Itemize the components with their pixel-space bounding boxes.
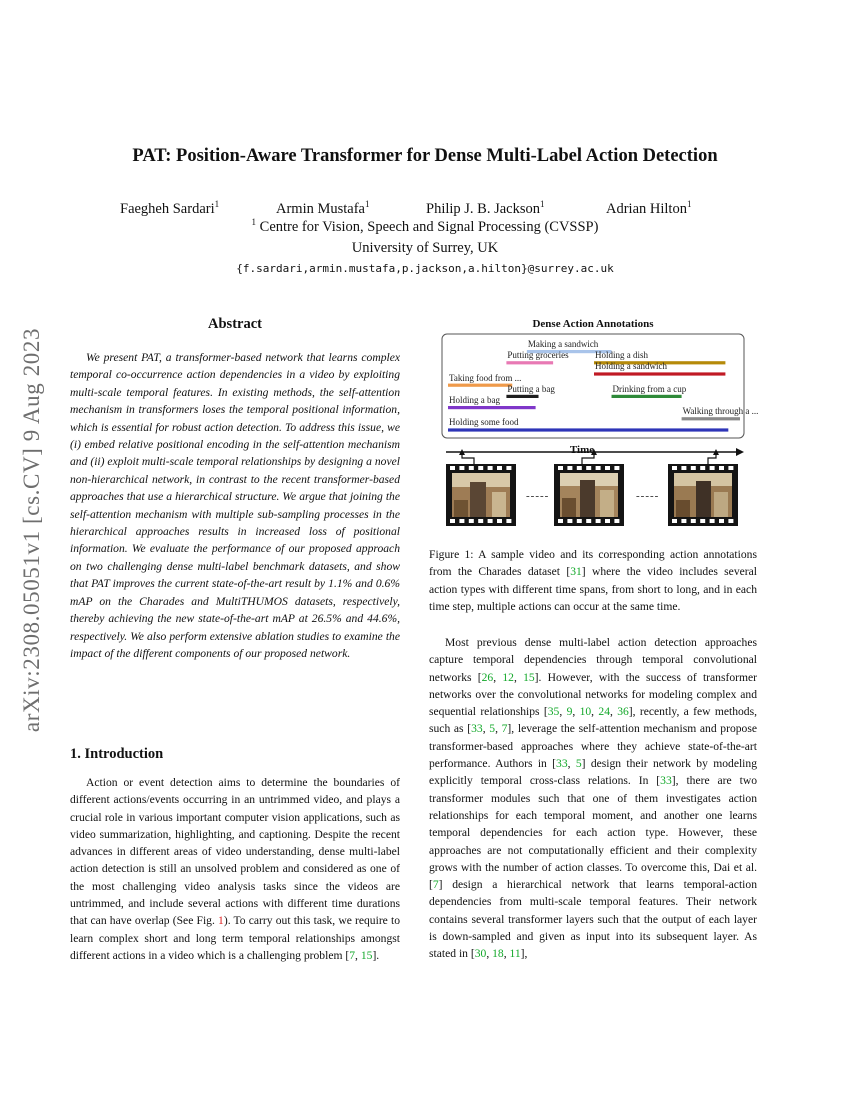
video-frame-3 xyxy=(668,464,738,526)
text-run: , xyxy=(355,948,361,962)
citation-link[interactable]: 24 xyxy=(598,705,610,719)
sprocket-hole xyxy=(691,466,696,470)
citation-link[interactable]: 33 xyxy=(660,774,672,788)
citation-link[interactable]: 30 xyxy=(474,947,487,961)
figure-1 xyxy=(440,312,759,532)
text-run: ], leverage the self-attention mechanism and propose transformer-based approaches where they achieve state-of-the-art performance. Authors in [ xyxy=(429,722,757,771)
text-run: , xyxy=(591,705,599,719)
author-affiliation-mark: 1 xyxy=(365,199,370,210)
sprocket-hole xyxy=(488,466,493,470)
sprocket-hole xyxy=(700,466,705,470)
sprocket-hole xyxy=(577,466,582,470)
citation-link[interactable]: 5 xyxy=(575,757,582,771)
action-bar xyxy=(506,361,553,364)
text-run: , xyxy=(486,947,493,961)
action-label: Putting groceries xyxy=(507,350,569,361)
abstract-text: We present PAT, a transformer-based network that learns complex temporal co-occurrence action dependencies in a video by exploiting multi-scale temporal features. In existing methods, the self-attention mechanism in transformers loses the temporal positional information, which is essential for robust action detection. To address this issue, we (i) embed relative positional encoding in the self-attention mechanism and (ii) exploit multi-scale temporal relationships by designing a novel non-hierarchical network, in contrast to the recent transformer-based approaches that use a hierarchical structure. We argue that joining the self-attention mechanism with multiple sub-sampling processes in the hierarchical approaches results in increased loss of positional information. We evaluate the performance of our proposed approach on two challenging dense multi-label benchmark datasets, and show that PAT improves the current state-of-the-art result by 1.1% and 0.6% mAP on the Charades and MultiTHUMOS datasets, respectively, thereby achieving the new state-of-the-art mAP at 26.5% and 44.6%, respectively. We also perform extensive ablation studies to examine the impact of the different components of our proposed network. xyxy=(70,351,400,660)
action-label: Making a sandwich xyxy=(527,339,599,349)
action-bar xyxy=(448,406,536,409)
author-list xyxy=(0,201,850,221)
sprocket-hole xyxy=(700,519,705,523)
sprocket-hole xyxy=(558,519,563,523)
time-label: Time xyxy=(569,444,595,456)
text-run: ] design their network by modeling explicitly temporal cross-class relations. In [ xyxy=(429,757,757,788)
paper-title: PAT: Position-Aware Transformer for Dense Multi-Label Action Detection xyxy=(132,146,718,166)
sprocket-hole xyxy=(497,519,502,523)
citation-link[interactable]: 12 xyxy=(502,670,514,684)
action-bar xyxy=(682,417,740,420)
video-frame-2 xyxy=(554,464,624,526)
sprocket-hole xyxy=(586,466,591,470)
sprocket-hole xyxy=(450,466,455,470)
citation-link[interactable]: 9 xyxy=(566,705,573,719)
citation-link[interactable]: 18 xyxy=(492,947,504,961)
author-affiliation-mark: 1 xyxy=(540,199,545,210)
author-name: Armin Mustafa xyxy=(276,201,365,217)
text-run: Action or event detection aims to determine the boundaries of different actions/events occurring in an untrimmed video, and plays a crucial role in various important computer vision applications, such as video summarization, highlighting, and captioning. Despite the recent advances in different areas of video understanding, dense multi-label action detection is still an unsolved problem and considered as one of the most challenging video analysis tasks since the videos are untrimmed, and include several actions with different time durations that can have overlap (See Fig. xyxy=(70,776,400,928)
sprocket-hole xyxy=(506,519,511,523)
sprocket-hole xyxy=(450,519,455,523)
figure-1-caption xyxy=(429,546,757,615)
sprocket-hole xyxy=(596,466,601,470)
citation-link[interactable]: 15 xyxy=(360,948,373,962)
frame-gap-dashes: ----- xyxy=(636,490,660,502)
citation-link[interactable]: 15 xyxy=(523,670,535,684)
author xyxy=(120,201,219,218)
action-bar xyxy=(594,372,725,375)
author xyxy=(426,201,545,218)
sprocket-hole xyxy=(567,519,572,523)
caption-text xyxy=(429,546,757,615)
text-run: , xyxy=(495,722,502,736)
citation-link[interactable]: 7 xyxy=(349,948,356,962)
action-label: Holding a dish xyxy=(595,350,648,361)
action-label: Drinking from a cup xyxy=(612,383,687,394)
text-run: , xyxy=(567,757,576,771)
action-label: Walking through a ... xyxy=(682,406,759,417)
action-bar xyxy=(612,395,682,398)
figure-ref-link[interactable]: 1 xyxy=(218,914,224,928)
text-run: Figure 1: A sample video and its corresponding action annotations from the Charades dataset [ xyxy=(429,548,757,579)
action-label: Holding a bag xyxy=(449,395,500,405)
figure-title: Dense Action Annotations xyxy=(532,318,654,330)
citation-link[interactable]: 35 xyxy=(547,705,560,719)
author-emails[interactable]: {f.sardari,armin.mustafa,p.jackson,a.hilton}@surrey.ac.uk xyxy=(236,262,614,275)
frame-gap-dashes: ----- xyxy=(526,490,550,502)
sprocket-hole xyxy=(605,466,610,470)
introduction-body xyxy=(70,774,400,964)
sprocket-hole xyxy=(719,519,724,523)
text-run: ], there are two transformer modules such that one of them investigates action relationships for each temporal moment, and another one learns temporal dependencies for each action type. However, these approaches are not computationally efficient and their complexity grows with the number of action classes. To overcome this, Dai et al. [ xyxy=(429,774,757,892)
author-name: Adrian Hilton xyxy=(606,201,687,217)
text-run: , xyxy=(482,722,490,736)
sprocket-hole xyxy=(719,466,724,470)
sprocket-hole xyxy=(478,466,483,470)
text-run: , xyxy=(513,670,524,684)
text-run: Most previous dense multi-label action detection approaches capture temporal dependencies through temporal convolutional networks [ xyxy=(429,636,757,684)
sprocket-hole xyxy=(478,519,483,523)
text-run: ], xyxy=(520,947,528,961)
sprocket-hole xyxy=(596,519,601,523)
author-name: Faegheh Sardari xyxy=(120,201,215,217)
sprocket-hole xyxy=(710,519,715,523)
affiliation-university: University of Surrey, UK xyxy=(351,240,499,256)
text-run: , xyxy=(572,705,580,719)
time-axis-arrowhead xyxy=(736,448,744,456)
sprocket-hole xyxy=(605,519,610,523)
sprocket-hole xyxy=(577,519,582,523)
citation-link[interactable]: 33 xyxy=(471,722,483,736)
affiliation xyxy=(0,219,850,236)
action-bar xyxy=(448,428,728,431)
sprocket-hole xyxy=(488,519,493,523)
abstract-heading: Abstract xyxy=(208,316,262,332)
text-run: ]. xyxy=(372,948,380,962)
sprocket-hole xyxy=(614,519,619,523)
action-bar xyxy=(448,384,512,387)
text-run: ] design a hierarchical network that learns temporal-action dependencies from multi-scale temporal features. Their network contains several transformer layers such that the output of each layer is down-sampled and given as input into its subsequent layer. As stated in [ xyxy=(429,878,757,961)
text-run: , xyxy=(609,705,618,719)
text-run: ). To carry out this task, we require to learn complex short and long term temporal relationships amongst different actions in a video which is a challenging problem [ xyxy=(70,914,401,962)
sprocket-hole xyxy=(558,466,563,470)
sprocket-hole xyxy=(469,519,474,523)
author xyxy=(276,201,370,218)
arxiv-identifier: arXiv:2308.05051v1 [cs.CV] 9 Aug 2023 xyxy=(19,327,44,733)
text-run: ], recently, a few methods, such as [ xyxy=(429,705,758,736)
introduction-paragraph xyxy=(70,774,400,964)
section-heading-introduction: 1. Introduction xyxy=(70,746,164,762)
sprocket-hole xyxy=(710,466,715,470)
sprocket-hole xyxy=(672,466,677,470)
sprocket-hole xyxy=(691,519,696,523)
author-name: Philip J. B. Jackson xyxy=(426,201,540,217)
sprocket-hole xyxy=(728,519,733,523)
text-run: , xyxy=(493,670,503,684)
citation-link[interactable]: 10 xyxy=(579,705,592,719)
citation-link[interactable]: 26 xyxy=(481,670,494,684)
author xyxy=(606,201,691,218)
text-run: , xyxy=(503,947,510,961)
author-affiliation-mark: 1 xyxy=(214,199,220,210)
sprocket-hole xyxy=(567,466,572,470)
action-label: Putting a bag xyxy=(507,383,555,394)
author-affiliation-mark: 1 xyxy=(686,199,692,210)
action-bar xyxy=(506,395,538,398)
action-label: Holding a sandwich xyxy=(595,361,667,372)
sprocket-hole xyxy=(469,466,474,470)
sprocket-hole xyxy=(459,519,464,523)
citation-link[interactable]: 7 xyxy=(432,878,439,892)
video-frame-1 xyxy=(446,464,516,526)
citation-link[interactable]: 7 xyxy=(501,722,508,736)
action-label: Holding some food xyxy=(449,417,519,428)
sprocket-hole xyxy=(614,466,619,470)
sprocket-hole xyxy=(681,466,686,470)
citation-link[interactable]: 36 xyxy=(617,705,629,719)
abstract-body xyxy=(70,349,400,662)
sprocket-hole xyxy=(586,519,591,523)
sprocket-hole xyxy=(681,519,686,523)
text-run: , xyxy=(559,705,567,719)
text-run: ] where the video includes several action types with different time spans, from short to long, and in each time step, multiple actions can occur at the same time. xyxy=(429,565,758,613)
body-paragraph xyxy=(429,634,757,963)
sprocket-hole xyxy=(672,519,677,523)
text-run: ]. However, with the success of transformer networks over the convolutional networks for modeling complex and sequential relationships [ xyxy=(429,670,758,719)
citation-link[interactable]: 33 xyxy=(556,757,568,771)
citation-link[interactable]: 31 xyxy=(570,565,582,579)
right-column-body xyxy=(429,634,757,963)
affiliation-mark: 1 xyxy=(251,217,257,228)
sprocket-hole xyxy=(506,466,511,470)
citation-link[interactable]: 11 xyxy=(509,947,521,961)
sprocket-hole xyxy=(497,466,502,470)
sprocket-hole xyxy=(459,466,464,470)
citation-link[interactable]: 5 xyxy=(489,722,496,736)
action-label: Taking food from ... xyxy=(449,372,522,383)
affiliation-line: Centre for Vision, Speech and Signal Processing (CVSSP) xyxy=(259,219,599,235)
arxiv-sidebar xyxy=(6,300,58,760)
sprocket-hole xyxy=(728,466,733,470)
